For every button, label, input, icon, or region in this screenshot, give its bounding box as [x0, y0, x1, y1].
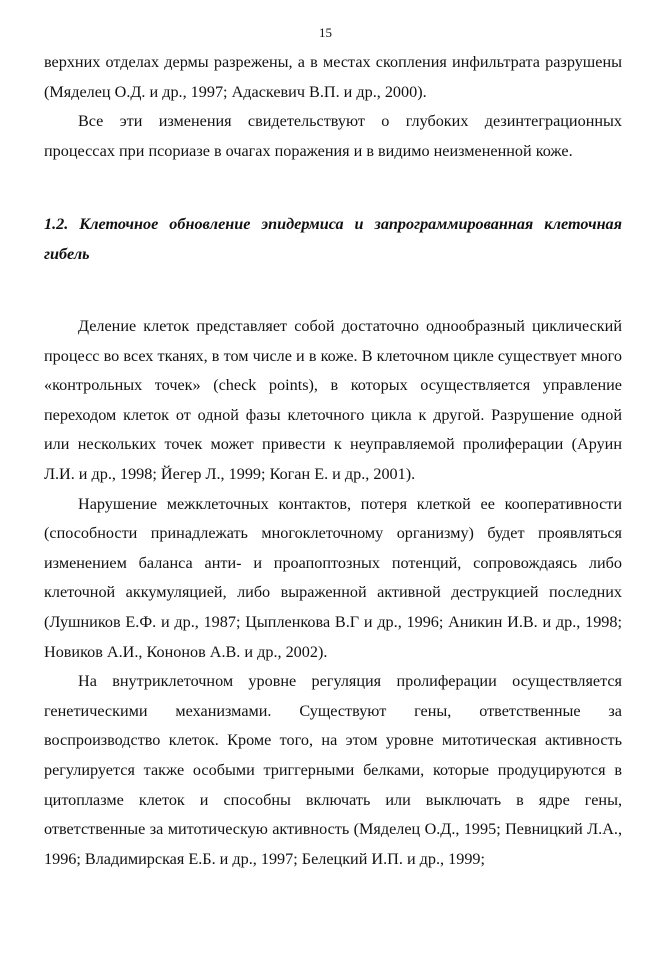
top-text-block — [44, 48, 622, 166]
page-number: 15 — [319, 25, 332, 40]
main-text-block — [44, 312, 622, 874]
body-paragraph-3: На внутриклеточном уровне регуляция пролиферации осуществляется генетическими механизмами. Существуют гены, ответственные за воспроизводство клеток. Кроме того, на этом уровне митотическая активность регулируется также особыми триггерными белками, которые продуцируются в цитоплазме клеток и способны включать или выключать в ядре гены, ответственные за митотическую активность (Мяделец О.Д., 1995; Певницкий Л.А., 1996; Владимирская Е.Б. и др., 1997; Белецкий И.П. и др., 1999; — [44, 672, 622, 868]
summary-paragraph: Все эти изменения свидетельствуют о глубоких дезинтеграционных процессах при псориазе в очагах поражения и в видимо неизмененной коже. — [44, 112, 622, 160]
section-heading: 1.2. Клеточное обновление эпидермиса и запрограммированная клеточная гибель — [44, 215, 622, 263]
body-paragraph-1: Деление клеток представляет собой достаточно однообразный циклический процесс во всех тканях, в том числе и в коже. В клеточном цикле существует много «контрольных точек» (check points), в которых осуществляется управление переходом клеток от одной фазы клеточного цикла к другой. Разрушение одной или нескольких точек может привести к неуправляемой пролиферации (Аруин Л.И. и др., 1998; Йегер Л., 1999; Коган Е. и др., 2001). — [44, 317, 622, 483]
body-paragraph-2: Нарушение межклеточных контактов, потеря клеткой ее кооперативности (способности принадлежать многоклеточному организму) будет проявляться изменением баланса анти- и проапоптозных потенций, сопровождаясь либо клеточной аккумуляцией, либо выраженной активной деструкцией последних (Лушников Е.Ф. и др., 1987; Цыпленкова В.Г и др., 1996; Аникин И.В. и др., 1998; Новиков А.И., Кононов А.В. и др., 2002). — [44, 494, 622, 661]
continuation-paragraph: верхних отделах дермы разрежены, а в местах скопления инфильтрата разрушены (Мяделец О.Д. и др., 1997; Адаскевич В.П. и др., 2000). — [44, 53, 622, 101]
